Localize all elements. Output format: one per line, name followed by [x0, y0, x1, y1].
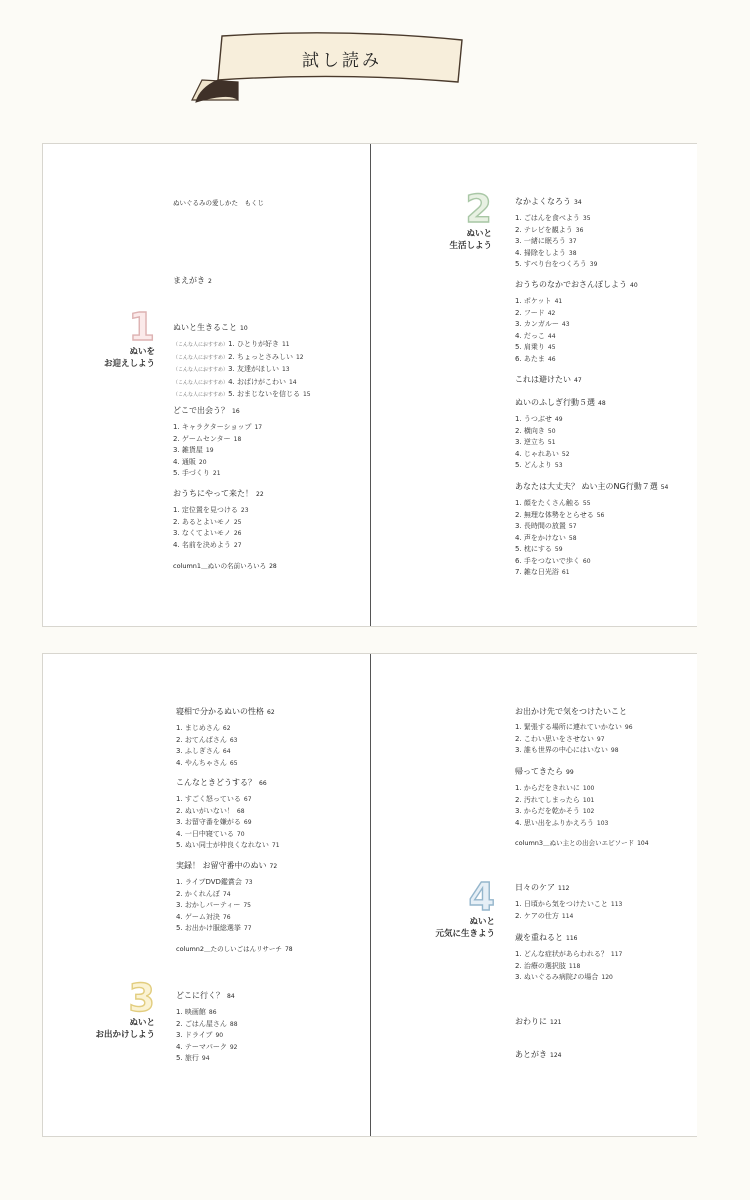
toc-item: 2. かくれんぼ 74	[176, 889, 231, 898]
toc-item: 4. 一日中寝ている 70	[176, 829, 245, 838]
toc-section: 実録！ お留守番中のぬい 72 1. ライブDVD鑑賞会 73 2. かくれんぼ 74 3. おかしパーティー 75 4. ゲーム対決 76 5. お出かけ服総選挙 77	[176, 860, 277, 935]
toc-item: 4. 掃除をしよう 38	[515, 248, 577, 257]
toc-section: どこに行く？ 84 1. 映画館 86 2. ごはん屋さん 88 3. ドライブ 90 4. テーマパーク 92 5. 旅行 94	[176, 990, 238, 1065]
toc-item: 2. 横向き 50	[515, 426, 556, 435]
toc-spread-2	[42, 653, 697, 1137]
toc-section: なかよくなろう 34 1. ごはんを食べよう 35 2. テレビを観よう 36 3. 一緒に眠ろう 37 4. 掃除をしよう 38 5. すべり台をつくろう 39	[515, 196, 597, 271]
toc-item: 1. ポケット 41	[515, 297, 563, 305]
toc-item: 3. ドライブ 90	[176, 1031, 224, 1039]
toc-item: 3. なくてよいモノ 26	[173, 529, 242, 537]
toc-item: （こんな人におすすめ）1. ひとりが好き 11	[173, 340, 290, 348]
toc-item: 2. おてんばさん 63	[176, 735, 238, 744]
toc-item: 6. あたま 46	[515, 354, 556, 363]
toc-item: 3. 一緒に眠ろう 37	[515, 237, 577, 245]
toc-item: 5. すべり台をつくろう 39	[515, 260, 598, 268]
toc-item: 2. フード 42	[515, 308, 556, 317]
toc-item: 7. 雑な日光浴 61	[515, 568, 570, 576]
toc-item: 1. ごはんを食べよう 35	[515, 214, 591, 222]
column-entry: column1＿ぬいの名前いろいろ 28	[173, 562, 277, 570]
chapter-number: 3	[128, 976, 155, 1020]
chapter-number: 2	[465, 187, 492, 231]
chapter-4-title: 4 ぬいと 元気に生きよう	[423, 878, 495, 940]
toc-item: 6. 手をつないで歩く 60	[515, 556, 591, 565]
column-entry: column3＿ぬい主との出会いエピソード 104	[515, 839, 649, 847]
chapter-1-title: 1 ぬいを お迎えしよう	[83, 308, 155, 370]
toc-item: 3. おかしパーティー 75	[176, 901, 251, 909]
toc-section: あなたは大丈夫？ ぬい主のNG行動７選 54 1. 顔をたくさん触る 55 2. 無理な体勢をとらせる 56 3. 長時間の放置 57 4. 声をかけない 58 5. 枕にする 59 6. 手をつないで歩く 60 7. 雑な日光浴 61	[515, 481, 668, 579]
afterword-entry: あとがき 124	[515, 1050, 562, 1059]
toc-item: 1. どんな症状があらわれる？ 117	[515, 950, 623, 958]
toc-item: 1. からだをきれいに 100	[515, 784, 595, 792]
toc-item: 2. ごはん屋さん 88	[176, 1019, 238, 1028]
toc-section: おうちにやって来た！ 22 1. 定位置を見つける 23 2. あるとよいモノ 25 3. なくてよいモノ 26 4. 名前を決めよう 27	[173, 488, 264, 551]
toc-item: 1. すごく怒っている 67	[176, 795, 252, 803]
toc-section: これは避けたい 47	[515, 375, 582, 384]
toc-section: ぬいのふしぎ行動５選 48 1. うつぶせ 49 2. 横向き 50 3. 逆立ち 51 4. じゃれあい 52 5. どんより 53	[515, 397, 606, 472]
toc-item: 4. テーマパーク 92	[176, 1042, 238, 1051]
chapter-2-title: 2 ぬいと 生活しよう	[428, 190, 492, 252]
toc-item: 1. 日頃から気をつけたいこと 113	[515, 900, 623, 908]
toc-section: 寝相で分かるぬいの性格 62 1. まじめさん 62 2. おてんばさん 63 3. ふしぎさん 64 4. やんちゃさん 65	[176, 706, 275, 769]
preface-entry: まえがき 2	[173, 276, 212, 285]
toc-item: 4. じゃれあい 52	[515, 449, 570, 458]
book-title: ぬいぐるみの愛しかた もくじ	[173, 199, 264, 207]
toc-item: 3. 逆立ち 51	[515, 438, 556, 446]
toc-item: 3. お留守番を嫌がる 69	[176, 818, 252, 826]
toc-item: （こんな人におすすめ）4. おばけがこわい 14	[173, 377, 297, 386]
toc-item: 4. 思い出をふりかえろう 103	[515, 818, 609, 827]
toc-section: こんなときどうする？ 66 1. すごく怒っている 67 2. ぬいがいない！ 68 3. お留守番を嫌がる 69 4. 一日中寝ている 70 5. ぬい同士が仲良くなれない 71	[176, 777, 280, 852]
toc-section: 歳を重ねると 116 1. どんな症状があらわれる？ 117 2. 治療の選択肢 118 3. ぬいぐるみ病院♪の場合 120	[515, 932, 622, 984]
toc-item: 3. からだを乾かそう 102	[515, 807, 595, 815]
toc-item: 3. カンガルー 43	[515, 320, 570, 328]
toc-item: 5. どんより 53	[515, 461, 563, 469]
toc-item: 2. あるとよいモノ 25	[173, 517, 242, 526]
page-gutter	[370, 654, 371, 1136]
toc-item: 1. うつぶせ 49	[515, 415, 563, 423]
toc-item: 4. 通販 20	[173, 457, 207, 466]
toc-item: 5. お出かけ服総選挙 77	[176, 924, 252, 932]
toc-item: 3. 誰も世界の中心にはいない 98	[515, 746, 619, 754]
toc-item: 5. 枕にする 59	[515, 545, 563, 553]
toc-item: 1. まじめさん 62	[176, 724, 231, 732]
toc-section: おうちのなかでおさんぽしよう 40 1. ポケット 41 2. フード 42 3. カンガルー 43 4. だっこ 44 5. 肩乗り 45 6. あたま 46	[515, 279, 638, 365]
chapter-3-title: 3 ぬいと お出かけしよう	[83, 979, 155, 1041]
toc-item: （こんな人におすすめ）3. 友達がほしい 13	[173, 365, 290, 373]
toc-section: お出かけ先で気をつけたいこと 1. 緊張する場所に連れていかない 96 2. こわい思いをさせない 97 3. 誰も世界の中心にはいない 98	[515, 706, 633, 757]
column-entry: column2＿たのしいごはんリサーチ 78	[176, 945, 293, 953]
toc-item: 4. やんちゃさん 65	[176, 758, 238, 767]
toc-item: 2. 無理な体勢をとらせる 56	[515, 510, 605, 519]
page-title: 試し読み	[302, 51, 382, 71]
toc-section: ぬいと生きること 10 （こんな人におすすめ）1. ひとりが好き 11 （こんな人におすすめ）2. ちょっとさみしい 12 （こんな人におすすめ）3. 友達がほしい 13 （こんな人におすすめ）4. おばけがこわい 14 （こんな人におすすめ）5. おまじないを信じる 15	[173, 322, 311, 402]
toc-item: 5. 肩乗り 45	[515, 343, 556, 351]
chapter-number: 1	[128, 305, 155, 349]
toc-item: 3. 雑貨屋 19	[173, 446, 214, 454]
toc-section: どこで出会う？ 16 1. キャラクターショップ 17 2. ゲームセンター 18 3. 雑貨屋 19 4. 通販 20 5. 手づくり 21	[173, 405, 262, 480]
toc-item: （こんな人におすすめ）2. ちょっとさみしい 12	[173, 352, 304, 361]
toc-item: 4. 名前を決めよう 27	[173, 540, 242, 549]
toc-item: 4. 声をかけない 58	[515, 533, 577, 542]
toc-item: 3. ぬいぐるみ病院♪の場合 120	[515, 973, 613, 981]
toc-item: 3. ふしぎさん 64	[176, 747, 231, 755]
toc-item: 2. ぬいがいない！ 68	[176, 806, 245, 815]
toc-item: 1. 定位置を見つける 23	[173, 506, 249, 514]
toc-item: 4. ゲーム対決 76	[176, 912, 231, 921]
toc-item: 2. こわい思いをさせない 97	[515, 734, 605, 743]
toc-spread-1	[42, 143, 697, 627]
toc-item: 3. 長時間の放置 57	[515, 522, 577, 530]
toc-item: 4. だっこ 44	[515, 331, 556, 340]
toc-section: 帰ってきたら 99 1. からだをきれいに 100 2. 汚れてしまったら 101 3. からだを乾かそう 102 4. 思い出をふりかえろう 103	[515, 766, 608, 829]
chapter-number: 4	[468, 875, 495, 919]
toc-item: 1. 映画館 86	[176, 1008, 217, 1016]
toc-item: 5. 旅行 94	[176, 1054, 210, 1062]
toc-item: 2. ゲームセンター 18	[173, 434, 242, 443]
toc-item: 5. ぬい同士が仲良くなれない 71	[176, 841, 280, 849]
toc-item: 1. キャラクターショップ 17	[173, 423, 263, 431]
toc-item: 2. ケアの仕方 114	[515, 911, 574, 920]
page-gutter	[370, 144, 371, 626]
toc-item: （こんな人におすすめ）5. おまじないを信じる 15	[173, 390, 311, 398]
afterword-entry: おわりに 121	[515, 1017, 562, 1026]
toc-item: 2. 汚れてしまったら 101	[515, 795, 595, 804]
toc-item: 1. ライブDVD鑑賞会 73	[176, 878, 253, 886]
toc-item: 1. 緊張する場所に連れていかない 96	[515, 723, 633, 731]
toc-item: 2. 治療の選択肢 118	[515, 961, 581, 970]
toc-item: 2. テレビを観よう 36	[515, 225, 584, 234]
toc-section: 日々のケア 112 1. 日頃から気をつけたいこと 113 2. ケアの仕方 114	[515, 882, 622, 922]
toc-item: 5. 手づくり 21	[173, 469, 221, 477]
toc-item: 1. 顔をたくさん触る 55	[515, 499, 591, 507]
